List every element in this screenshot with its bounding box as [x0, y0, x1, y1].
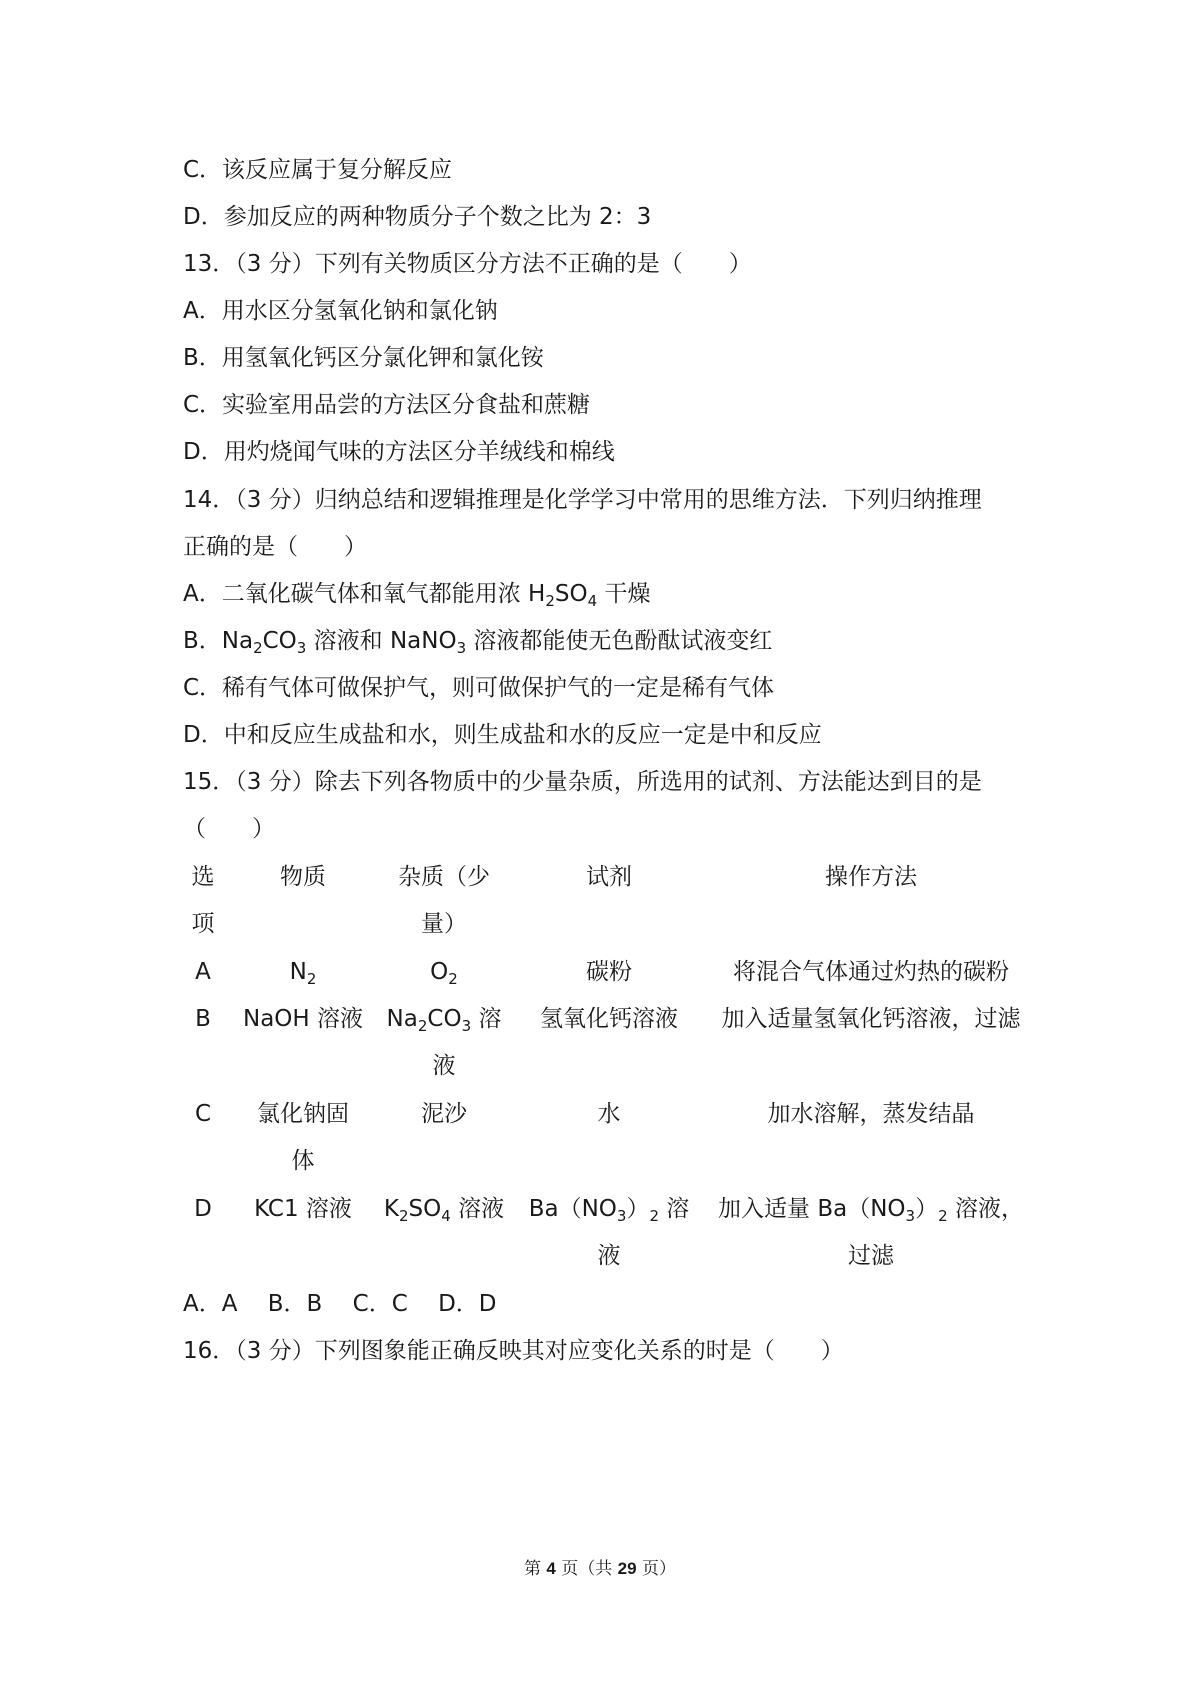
table-row-d-substance: KC1 溶液	[254, 1196, 352, 1222]
q13-option-c: C．实验室用品尝的方法区分食盐和蔗糖	[183, 392, 591, 418]
table-row-b-method: 加入适量氢氧化钙溶液，过滤	[721, 1006, 1021, 1032]
q15-stem-line2: （ ）	[183, 816, 275, 842]
table-header-method: 操作方法	[825, 864, 917, 890]
q15-choices: A．A B．B C．C D．D	[183, 1291, 497, 1317]
q14-option-b: B．$Na_2CO_3$ 溶液和 NaNO$_3$ 溶液都能使无色酚酞试液变红	[183, 628, 773, 657]
table-row-c-reagent: 水	[597, 1101, 621, 1127]
q13-option-a: A．用水区分氢氧化钠和氯化钠	[183, 298, 498, 324]
table-row-a-substance: $N_2$	[289, 959, 317, 988]
table-row-a-reagent: 碳粉	[586, 959, 632, 985]
table-row-c-method: 加水溶解，蒸发结晶	[767, 1101, 975, 1127]
q14-stem-line2: 正确的是（ ）	[183, 534, 367, 560]
table-row-a-method: 将混合气体通过灼热的碳粉	[733, 959, 1009, 985]
q14-stem-line1: 14．（3 分）归纳总结和逻辑推理是化学学习中常用的思维方法．下列归纳推理	[183, 487, 982, 513]
q12-option-c: C．该反应属于复分解反应	[183, 157, 453, 183]
table-header-impurity-l2: 量）	[421, 911, 467, 937]
table-header-substance: 物质	[280, 864, 326, 890]
table-row-a-option: A	[195, 959, 211, 985]
table-row-d-reagent: $Ba(NO_3)_2$ 溶	[528, 1196, 690, 1225]
q14-option-d: D．中和反应生成盐和水，则生成盐和水的反应一定是中和反应	[183, 722, 822, 748]
page-total: 29	[617, 1559, 637, 1578]
table-row-a-impurity: $O_2$	[430, 959, 458, 988]
q16-stem: 16．（3 分）下列图象能正确反映其对应变化关系的时是（ ）	[183, 1338, 844, 1364]
table-header-reagent: 试剂	[586, 864, 632, 890]
page-footer: 第 4 页（共 29 页）	[523, 1559, 676, 1579]
q13-option-d: D．用灼烧闻气味的方法区分羊绒线和棉线	[183, 439, 615, 465]
q13-stem: 13．（3 分）下列有关物质区分方法不正确的是（ ）	[183, 251, 752, 277]
table-row-b-reagent: 氢氧化钙溶液	[540, 1006, 678, 1032]
q13-option-b: B．用氢氧化钙区分氯化钾和氯化铵	[183, 345, 544, 371]
table-row-c-substance: 氯化钠固	[257, 1101, 349, 1127]
table-row-d-method-l2: 过滤	[848, 1243, 894, 1269]
table-row-b-option: B	[195, 1006, 211, 1032]
table-header-option-l2: 项	[191, 911, 215, 937]
q14-option-c: C．稀有气体可做保护气，则可做保护气的一定是稀有气体	[183, 675, 775, 701]
table-row-d-reagent-l2: 液	[597, 1243, 621, 1269]
table-row-b-impurity: $Na_2CO_3$ 溶	[386, 1006, 502, 1035]
table-row-d-option: D	[194, 1196, 212, 1222]
table-row-c-substance-l2: 体	[291, 1148, 315, 1174]
q12-option-d: D．参加反应的两种物质分子个数之比为 2：3	[183, 204, 652, 230]
table-row-b-impurity-l2: 液	[432, 1053, 456, 1079]
table-header-impurity-l1: 杂质（少	[398, 864, 490, 890]
table-row-c-option: C	[194, 1101, 212, 1127]
q15-stem-line1: 15．（3 分）除去下列各物质中的少量杂质，所选用的试剂、方法能达到目的是	[183, 769, 982, 795]
table-row-b-substance: NaOH 溶液	[242, 1006, 364, 1032]
table-row-d-impurity: $K_2SO_4$ 溶液	[383, 1196, 505, 1225]
table-row-d-method: 加入适量 $Ba(NO_3)_2$ 溶液，	[718, 1196, 1024, 1225]
table-row-c-impurity: 泥沙	[421, 1101, 467, 1127]
table-header-option-l1: 选	[191, 864, 215, 890]
q14-option-a: A．二氧化碳气体和氧气都能用浓 $H_2SO_4$ 干燥	[183, 581, 651, 610]
page-number: 4	[546, 1559, 556, 1578]
